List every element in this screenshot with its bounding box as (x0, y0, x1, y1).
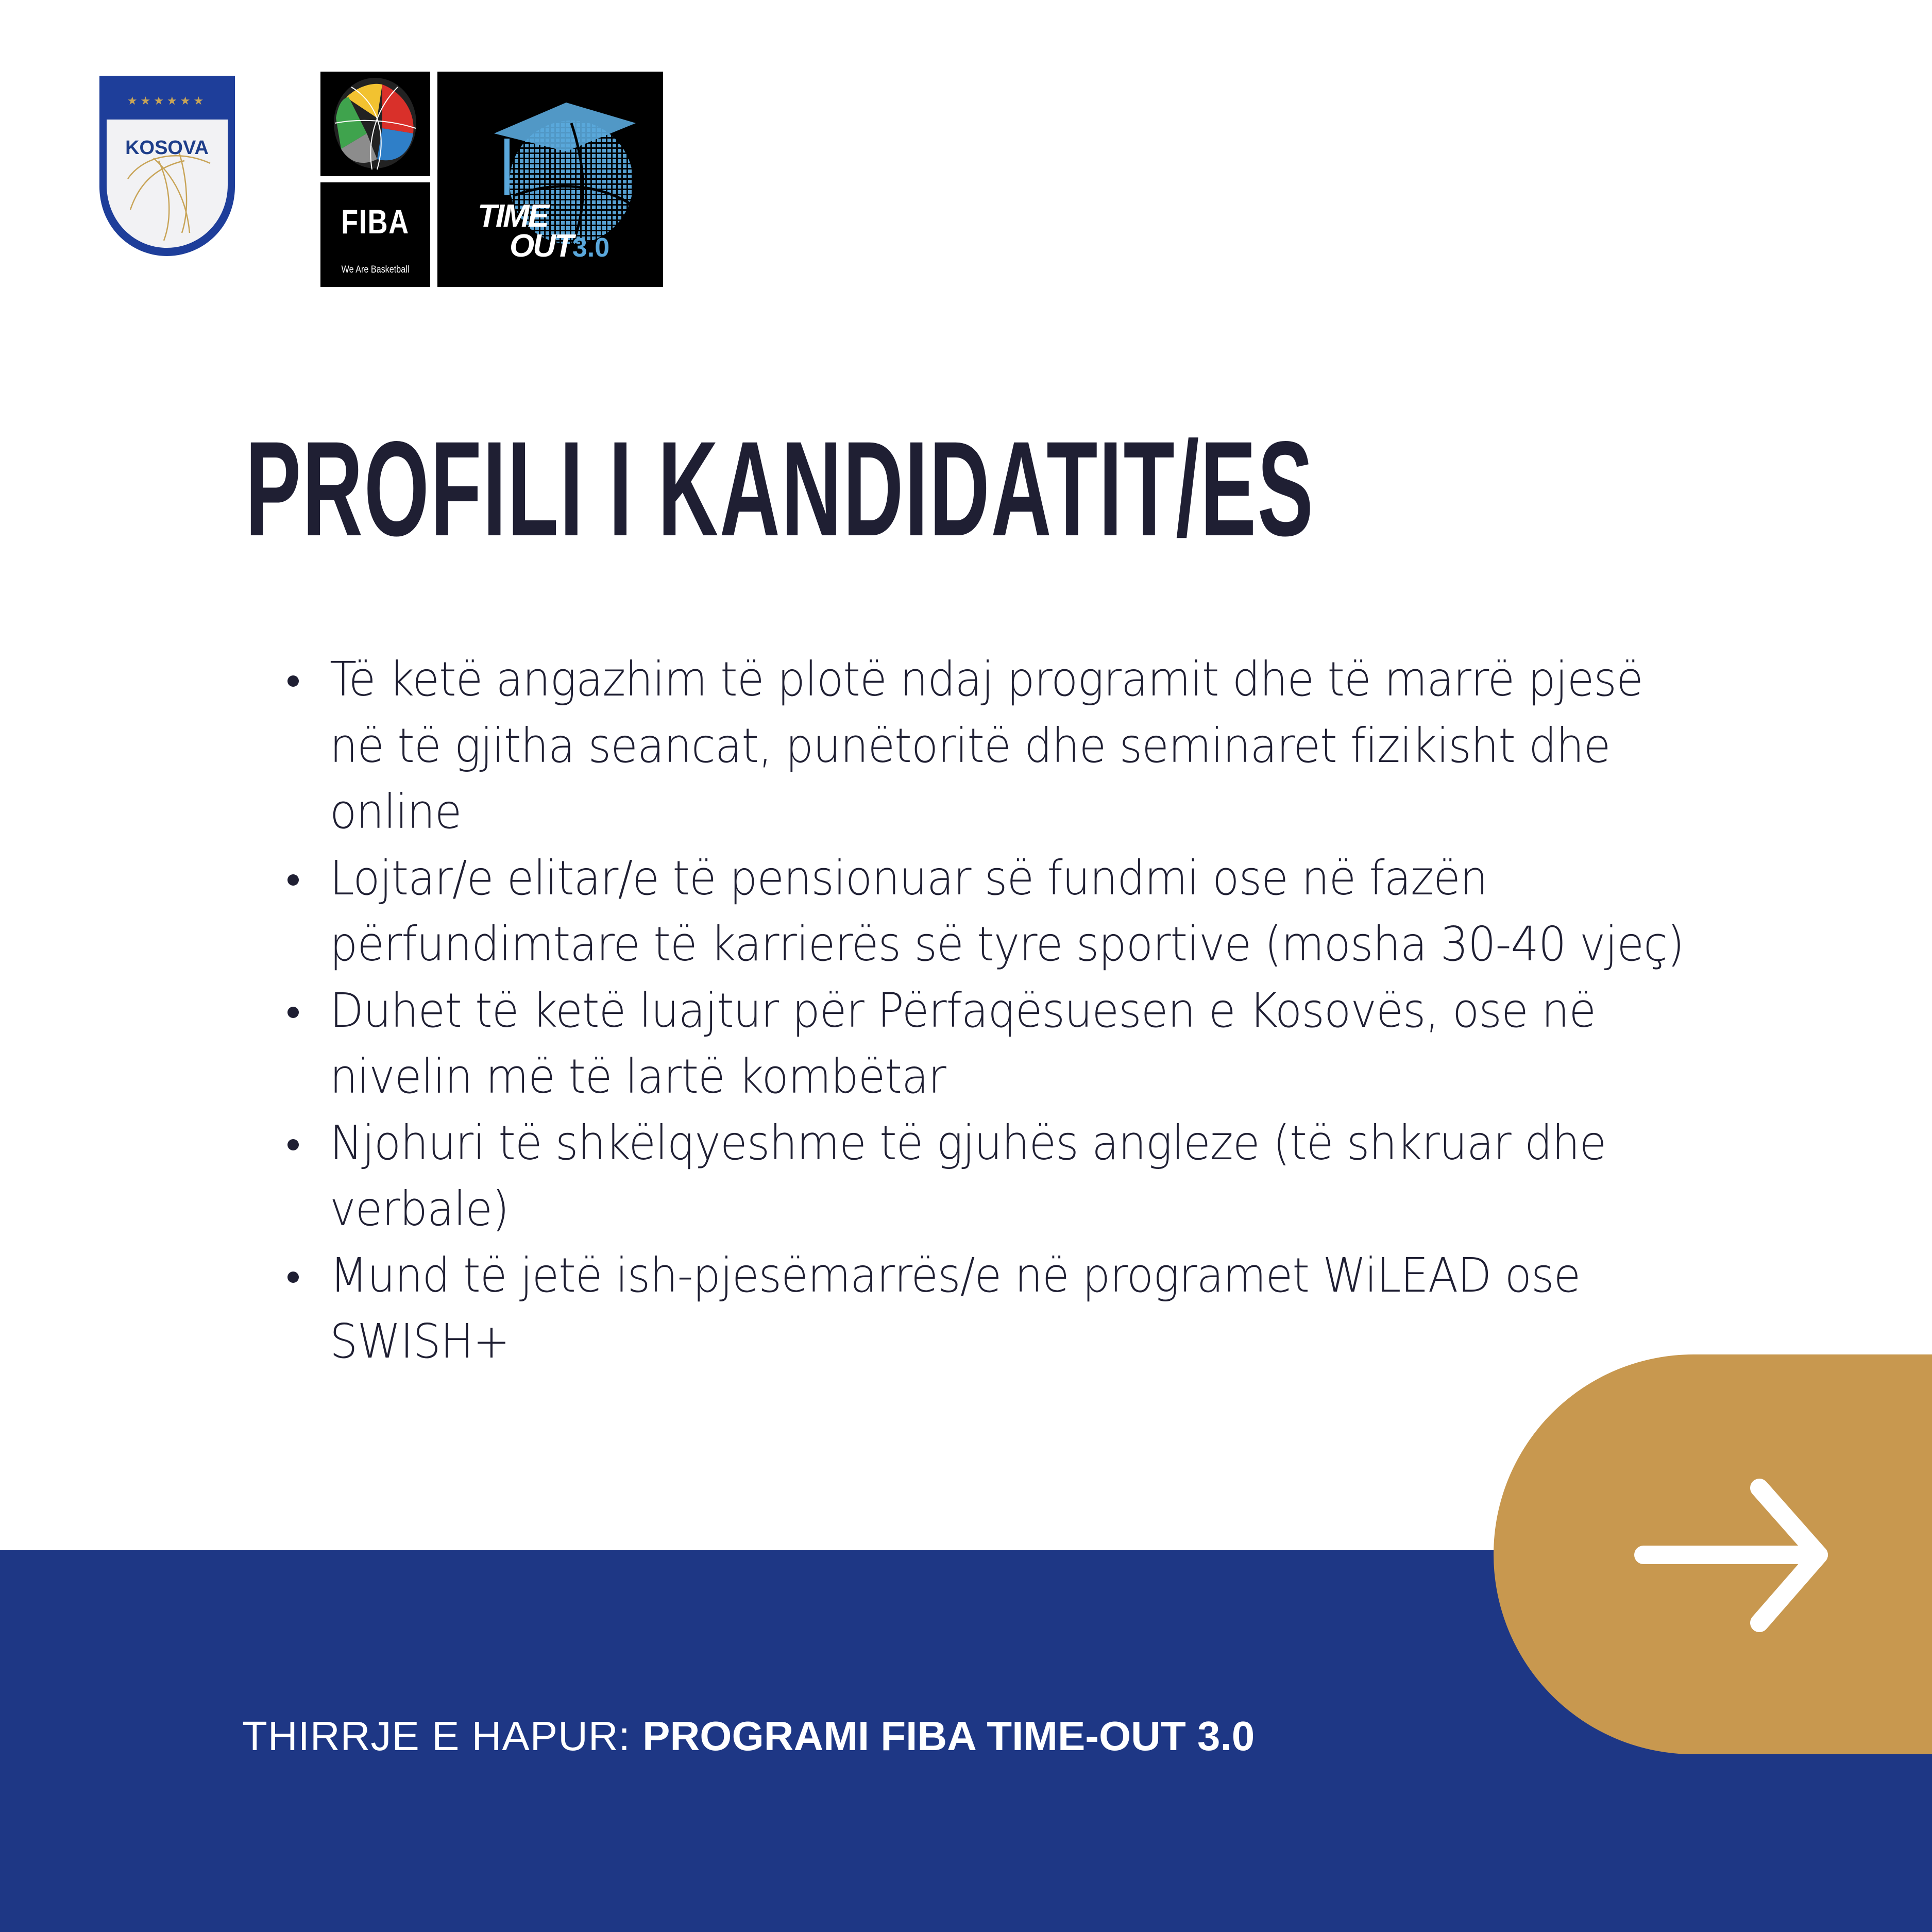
fiba-wordmark: FIBA (341, 202, 410, 241)
list-item: Mund të jetë ish-pjesëmarrës/e në programet WiLEAD ose SWISH+ (278, 1243, 1721, 1375)
page-title: PROFILI I KANDIDATIT/ES (245, 413, 1315, 564)
arrow-right-icon[interactable] (1633, 1479, 1829, 1633)
bullet-icon (287, 874, 299, 886)
timeout-logo (437, 72, 663, 287)
timeout-word-time: TIME (478, 198, 548, 234)
list-item: Lojtar/e elitar/e të pensionuar së fundmi ose në fazën përfundimtare të karrierës së tyre sportive (mosha 30-40 vjeç) (278, 845, 1721, 978)
fiba-tagline: We Are Basketball (341, 264, 410, 275)
svg-text:★★★★★★: ★★★★★★ (127, 95, 207, 108)
svg-text:KOSOVA: KOSOVA (125, 137, 209, 159)
fiba-wordmark-logo (320, 182, 430, 287)
list-item: Duhet të ketë luajtur për Përfaqësuesen e Kosovës, ose në nivelin më të lartë kombëtar (278, 978, 1721, 1110)
bullet-icon (287, 1272, 299, 1283)
list-item: Të ketë angazhim të plotë ndaj programit dhe të marrë pjesë në të gjitha seancat, punëtoritë dhe seminaret fizikisht dhe online (278, 647, 1721, 845)
bullet-icon (287, 675, 299, 687)
requirements-list (278, 647, 1721, 1375)
fiba-globe-logo (320, 72, 430, 176)
basketball-globe-icon (320, 72, 430, 176)
bullet-icon (287, 1007, 299, 1018)
stars-icon (127, 95, 207, 108)
footer-program-name: PROGRAMI FIBA TIME-OUT 3.0 (642, 1713, 1255, 1759)
timeout-version: 3.0 (572, 233, 610, 263)
list-item: Njohuri të shkëlqyeshme të gjuhës angleze (të shkruar dhe verbale) (278, 1110, 1721, 1243)
kosova-basketball-logo (99, 76, 235, 256)
footer-caption (242, 1713, 1255, 1759)
bullet-icon (287, 1139, 299, 1150)
footer-prefix: THIRRJE E HAPUR: (242, 1713, 643, 1759)
timeout-word-out: OUT3.0 (510, 228, 610, 264)
